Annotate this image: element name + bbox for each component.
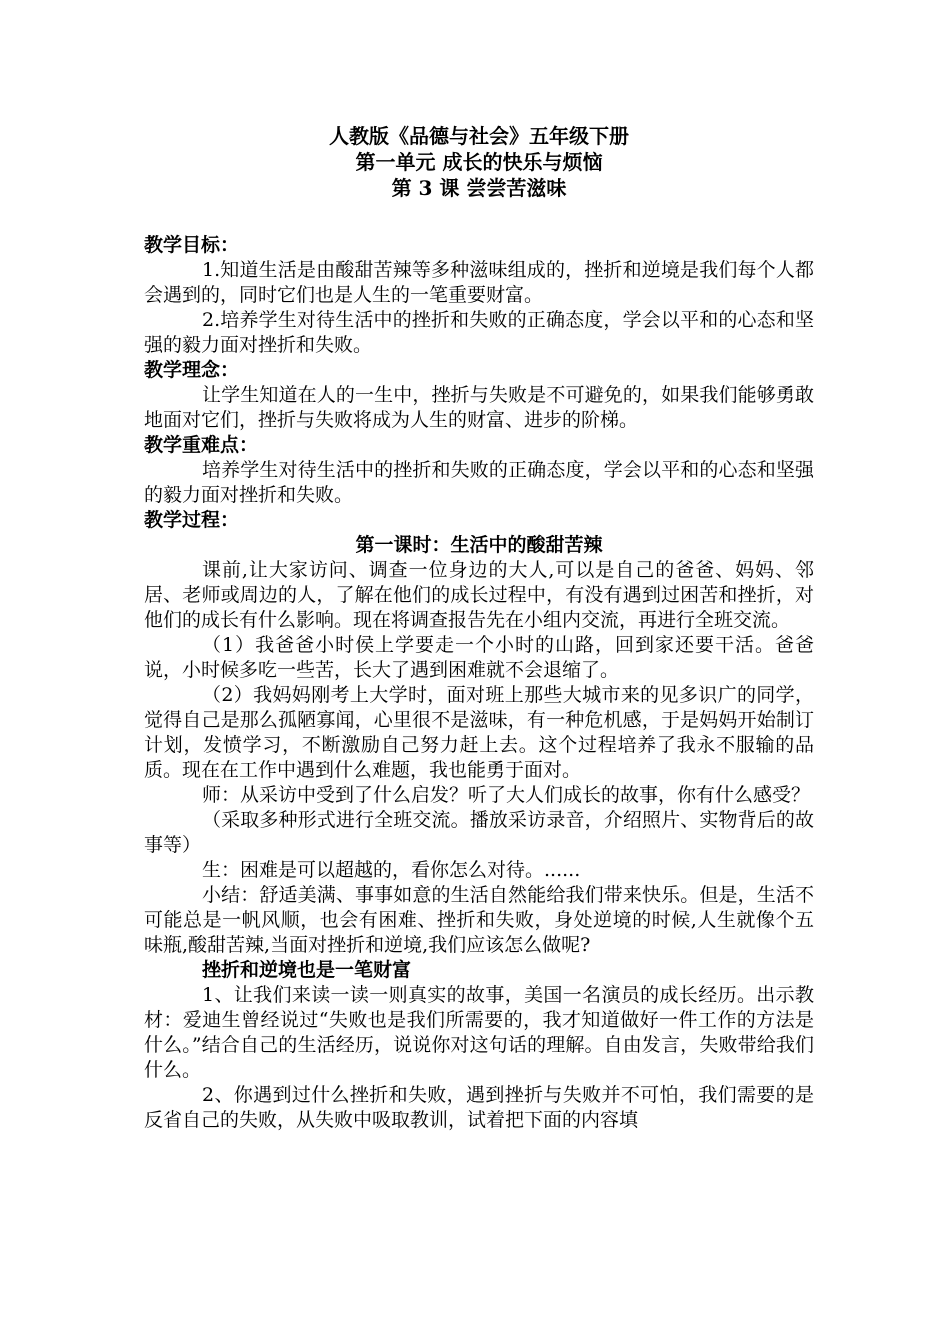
- process-paragraph: 生：困难是可以超越的，看你怎么对待。......: [202, 859, 581, 881]
- document-title: 人教版《品德与社会》五年级下册: [329, 124, 629, 148]
- process-paragraph: 1、让我们来读一读一则真实的故事，美国一名演员的成长经历。出示教材：爱迪生曾经说过“失败也是我们所需要的，我才知道做好一件工作的方法是什么。”结合自己的生活经历，说说你对这句话的理解。自由发言，失败带给我们什么。: [144, 984, 814, 1081]
- keypoints-paragraph: 培养学生对待生活中的挫折和失败的正确态度，学会以平和的心态和坚强的毅力面对挫折和失败。: [144, 459, 814, 506]
- objectives-paragraph: 1.知道生活是由酸甜苦辣等多种滋味组成的，挫折和逆境是我们每个人都会遇到的，同时它们也是人生的一笔重要财富。: [144, 259, 814, 306]
- section-subheading: 挫折和逆境也是一笔财富: [202, 959, 412, 981]
- period-title: 第一课时：生活中的酸甜苦辣: [355, 534, 603, 556]
- document-body: [144, 123, 814, 1133]
- process-paragraph: 师：从采访中受到了什么启发？听了大人们成长的故事，你有什么感受？: [202, 784, 811, 806]
- process-paragraph: （2）我妈妈刚考上大学时，面对班上那些大城市来的见多识广的同学，觉得自己是那么孤陋寡闻，心里很不是滋味，有一种危机感，于是妈妈开始制订计划，发愤学习，不断激励自己努力赶上去。这个过程培养了我永不服输的品质。现在在工作中遇到什么难题，我也能勇于面对。: [144, 684, 814, 781]
- philosophy-paragraph: 让学生知道在人的一生中，挫折与失败是不可避免的，如果我们能够勇敢地面对它们，挫折与失败将成为人生的财富、进步的阶梯。: [144, 384, 814, 431]
- process-heading: 教学过程：: [144, 509, 240, 531]
- lesson-title: 第 3 课 尝尝苦滋味: [391, 176, 567, 200]
- process-paragraph: 课前,让大家访问、调查一位身边的大人,可以是自己的爸爸、妈妈、邻居、老师或周边的人，了解在他们的成长过程中，有没有遇到过困苦和挫折，对他们的成长有什么影响。现在将调查报告先在小组内交流，再进行全班交流。: [144, 559, 814, 631]
- process-paragraph: （采取多种形式进行全班交流。播放采访录音，介绍照片、实物背后的故事等）: [144, 809, 814, 856]
- summary-paragraph: 小结：舒适美满、事事如意的生活自然能给我们带来快乐。但是，生活不可能总是一帆风顺，也会有困难、挫折和失败，身处逆境的时候,人生就像个五味瓶,酸甜苦辣,当面对挫折和逆境,我们应该怎么做呢?: [144, 884, 814, 956]
- process-paragraph: 2、你遇到过什么挫折和失败，遇到挫折与失败并不可怕，我们需要的是反省自己的失败，从失败中吸取教训，试着把下面的内容填: [144, 1084, 814, 1131]
- title-block: [144, 123, 814, 201]
- process-paragraph: （1）我爸爸小时侯上学要走一个小时的山路，回到家还要干活。爸爸说，小时候多吃一些苦，长大了遇到困难就不会退缩了。: [144, 634, 814, 681]
- keypoints-heading: 教学重难点：: [144, 434, 259, 456]
- objectives-heading: 教学目标：: [144, 234, 240, 256]
- philosophy-heading: 教学理念：: [144, 359, 240, 381]
- objectives-paragraph: 2.培养学生对待生活中的挫折和失败的正确态度，学会以平和的心态和坚强的毅力面对挫折和失败。: [144, 309, 814, 356]
- unit-title: 第一单元 成长的快乐与烦恼: [355, 150, 603, 174]
